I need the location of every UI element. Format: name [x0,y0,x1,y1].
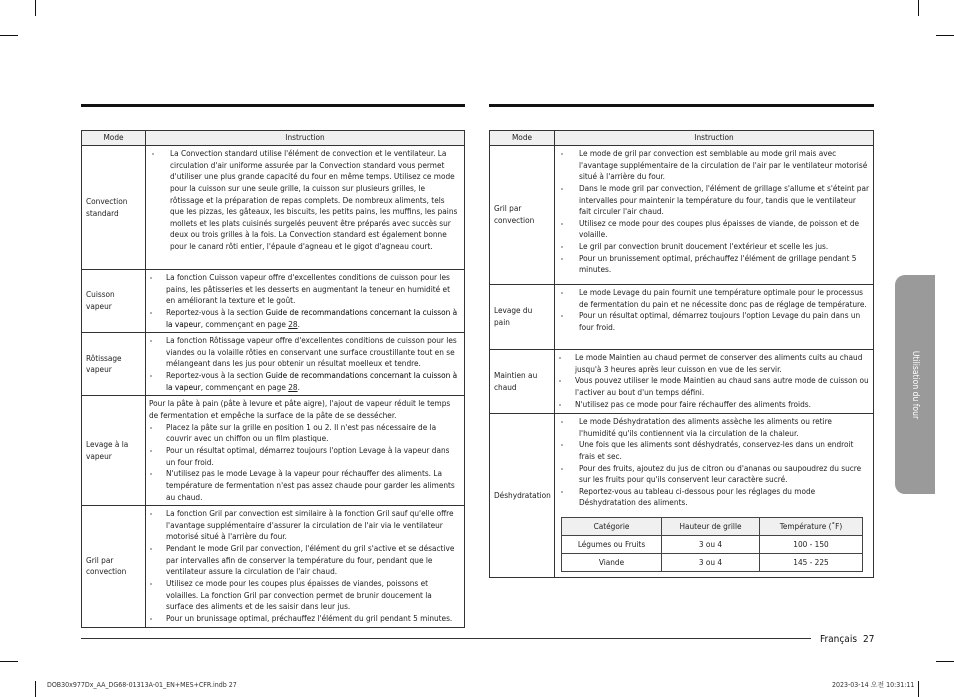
instruction-cell [555,146,874,285]
table-header-row [82,131,465,146]
bullet-item: Reportez-vous au tableau ci-dessous pour les réglages du mode Déshydratation des aliments. [558,486,869,509]
ref-text: Reportez-vous à la section [166,306,266,317]
mode-cell: Déshydratation [490,414,555,578]
bullet-item: Pour un brunissage optimal, préchauffez l'élément du gril pendant 5 minutes. [149,613,460,625]
intro-text: Pour la pâte à pain (pâte à levure et pâte aigre), l'ajout de vapeur réduit le temps de fermentation et empêche la surface de la pâte de se dessécher. [149,398,451,421]
table-row [82,333,465,396]
bullet-item: Le mode Déshydratation des aliments assèche les aliments ou retire l'humidité qu'ils contiennent via la circulation de la chaleur. [558,416,869,439]
instruction-cell [555,414,874,578]
table-row [82,506,465,627]
table-header-row [490,131,874,146]
cooking-modes-table-right [489,130,874,578]
instruction-cell [146,333,465,396]
instruction-cell [555,350,874,414]
crop-mark [0,661,18,662]
mode-cell: Cuisson vapeur [82,270,146,333]
crop-mark [936,661,954,662]
section-rule-right [489,104,874,107]
ref-text: . [297,318,300,329]
side-tab-label: Utilisation du four [910,350,921,419]
crop-mark [918,681,919,697]
ref-text: . [297,381,300,392]
crop-mark [936,35,954,36]
table-row [82,146,465,270]
bullet-item: Pour un brunissement optimal, préchauffez l'élément de grillage pendant 5 minutes. [558,253,869,276]
table-cell: 100 - 150 [760,536,863,554]
instruction-cell [146,146,465,270]
bullet-item [149,370,460,393]
bullet-item: La fonction Gril par convection est similaire à la fonction Gril sauf qu'elle offre l'avantage supplémentaire d'assurer la circulation de l'air via le ventilateur motorisé situé à l'arrière du four. [149,508,460,543]
table-row [490,146,874,285]
bullet-item: Pour des fruits, ajoutez du jus de citron ou d'ananas ou saupoudrez du sucre sur les fruits pour qu'ils conservent leur caractère sucré. [558,463,869,486]
column-header-instruction: Instruction [555,131,874,146]
section-side-tab[interactable] [895,275,935,494]
cross-reference-link[interactable]: Guide de recommandations concernant la cuisson à la vapeur [166,306,458,329]
footer-language: Français [820,634,858,645]
bullet-item: Pour un résultat optimal, démarrez toujours l'option Levage du pain dans un four froid. [558,310,869,333]
cross-reference-link[interactable]: Guide de recommandations concernant la cuisson à la vapeur [166,370,458,392]
dehydration-settings-table [561,517,863,572]
table-cell: Viande [562,554,662,572]
table-cell: 145 - 225 [760,554,863,572]
table-row [490,414,874,578]
bullet-item: Utilisez ce mode pour des coupes plus épaisses de viande, de poisson et de volaille. [558,218,869,241]
instruction-cell [146,506,465,627]
table-row [562,536,863,554]
print-slug-right: 2023-03-14 오전 10:31:11 [832,681,915,689]
mode-cell: Gril par convection [82,506,146,627]
column-header-instruction: Instruction [146,131,465,146]
bullet-item: Pour un résultat optimal, démarrez toujours l'option Levage à la vapeur dans un four froid. [149,445,460,468]
instruction-cell [146,270,465,333]
crop-mark [35,681,36,697]
bullet-item [149,307,460,330]
page-footer [820,633,874,647]
bullet-item: Le gril par convection brunit doucement l'extérieur et scelle les jus. [558,241,869,253]
instruction-cell [146,396,465,506]
column-header-mode: Mode [82,131,146,146]
bullet-item: Vous pouvez utiliser le mode Maintien au chaud sans autre mode de cuisson ou l'activer au bout d'un temps défini. [558,375,869,398]
ref-text: , commençant en page [200,381,289,392]
table-cell: 3 ou 4 [662,554,760,572]
table-row [490,350,874,414]
mode-cell: Rôtissage vapeur [82,333,146,396]
column-header-temperature: Température (˚F) [760,518,863,536]
page-reference[interactable]: 28 [288,318,298,329]
section-rule-left [81,104,465,107]
table-cell: Légumes ou Fruits [562,536,662,554]
ref-text: , commençant en page [200,318,289,329]
bullet-item: N'utilisez pas le mode Levage à la vapeur pour réchauffer des aliments. La température de fermentation n'est pas assez chaude pour garder les aliments au chaud. [149,468,460,503]
bullet-item: Le mode Maintien au chaud permet de conserver des aliments cuits au chaud jusqu'à 3 heures après leur cuisson en vue de les servir. [558,352,869,375]
bullet-item: La Convection standard utilise l'élément de convection et le ventilateur. La circulation d'air uniforme assurée par la Convection standard vous permet d'utiliser une plus grande capacité du four en même temps. Utilisez ce mode pour la cuisson sur une seule grille, la cuisson sur plusieurs grilles, le rôtissage et la préparation de repas complets. De nombreux aliments, tels que les pizzas, les gâteaux, les biscuits, les petits pains, les muffins, les pains mollets et les plats cuisinés surgelés peuvent être préparés avec succès sur deux ou trois grilles à la fois. La Convection standard est également bonne pour le canard rôti entier, l'épaule d'agneau et le gigot d'agneau court. [149,148,460,253]
page-number: 27 [863,634,875,645]
bullet-item: Le mode Levage du pain fournit une température optimale pour le processus de fermentation du pain et ne nécessite donc pas de réglage de température. [558,287,869,310]
bullet-item: Utilisez ce mode pour les coupes plus épaisses de viandes, poissons et volailles. La fonction Gril par convection permet de brunir doucement la surface des aliments et de les saisir dans leur jus. [149,578,460,613]
crop-mark [0,35,18,36]
table-row [82,396,465,506]
bullet-item: La fonction Cuisson vapeur offre d'excellentes conditions de cuisson pour les pains, les pâtisseries et les desserts en augmentant la teneur en humidité et en améliorant la texture et le goût. [149,272,460,307]
print-slug-left: DOB30x977Dx_AA_DG68-01313A-01_EN+MES+CFR.indb 27 [47,681,237,689]
footer-rule [81,638,811,639]
column-header-mode: Mode [490,131,555,146]
mode-cell: Gril par convection [490,146,555,285]
mode-cell: Levage du pain [490,285,555,350]
ref-text: Reportez-vous à la section [166,370,266,381]
table-cell: 3 ou 4 [662,536,760,554]
cooking-modes-table-left [81,130,465,628]
table-row [562,554,863,572]
mode-cell: Levage à la vapeur [82,396,146,506]
table-row [490,285,874,350]
column-header-rack-height: Hauteur de grille [662,518,760,536]
page-reference[interactable]: 28 [288,381,298,392]
bullet-item: La fonction Rôtissage vapeur offre d'excellentes conditions de cuisson pour les viandes ou la volaille rôties en conservant une surface croustillante tout en se mélangeant dans les jus pour obtenir un résultat moelleux et tendre. [149,335,460,370]
column-header-category: Catégorie [562,518,662,536]
mode-cell: Convection standard [82,146,146,270]
instruction-cell [555,285,874,350]
bullet-item: Pendant le mode Gril par convection, l'élément du gril s'active et se désactive par intervalles afin de conserver la température du four, pendant que le ventilateur assure la circulation de l'air chaud. [149,543,460,578]
bullet-item: N'utilisez pas ce mode pour faire réchauffer des aliments froids. [558,399,869,411]
bullet-item: Placez la pâte sur la grille en position 1 ou 2. Il n'est pas nécessaire de la couvrir avec un chiffon ou un film plastique. [149,422,460,445]
table-header-row [562,518,863,536]
mode-cell: Maintien au chaud [490,350,555,414]
crop-mark [35,0,36,16]
bullet-item: Dans le mode gril par convection, l'élément de grillage s'allume et s'éteint par intervalles pour maintenir la température du four, tandis que le ventilateur fait circuler l'air chaud. [558,183,869,218]
crop-mark [918,0,919,16]
table-row [82,270,465,333]
bullet-item: Une fois que les aliments sont déshydratés, conservez-les dans un endroit frais et sec. [558,439,869,462]
bullet-item: Le mode de gril par convection est semblable au mode gril mais avec l'avantage supplémentaire de la circulation de l'air par le ventilateur motorisé situé à l'arrière du four. [558,148,869,183]
